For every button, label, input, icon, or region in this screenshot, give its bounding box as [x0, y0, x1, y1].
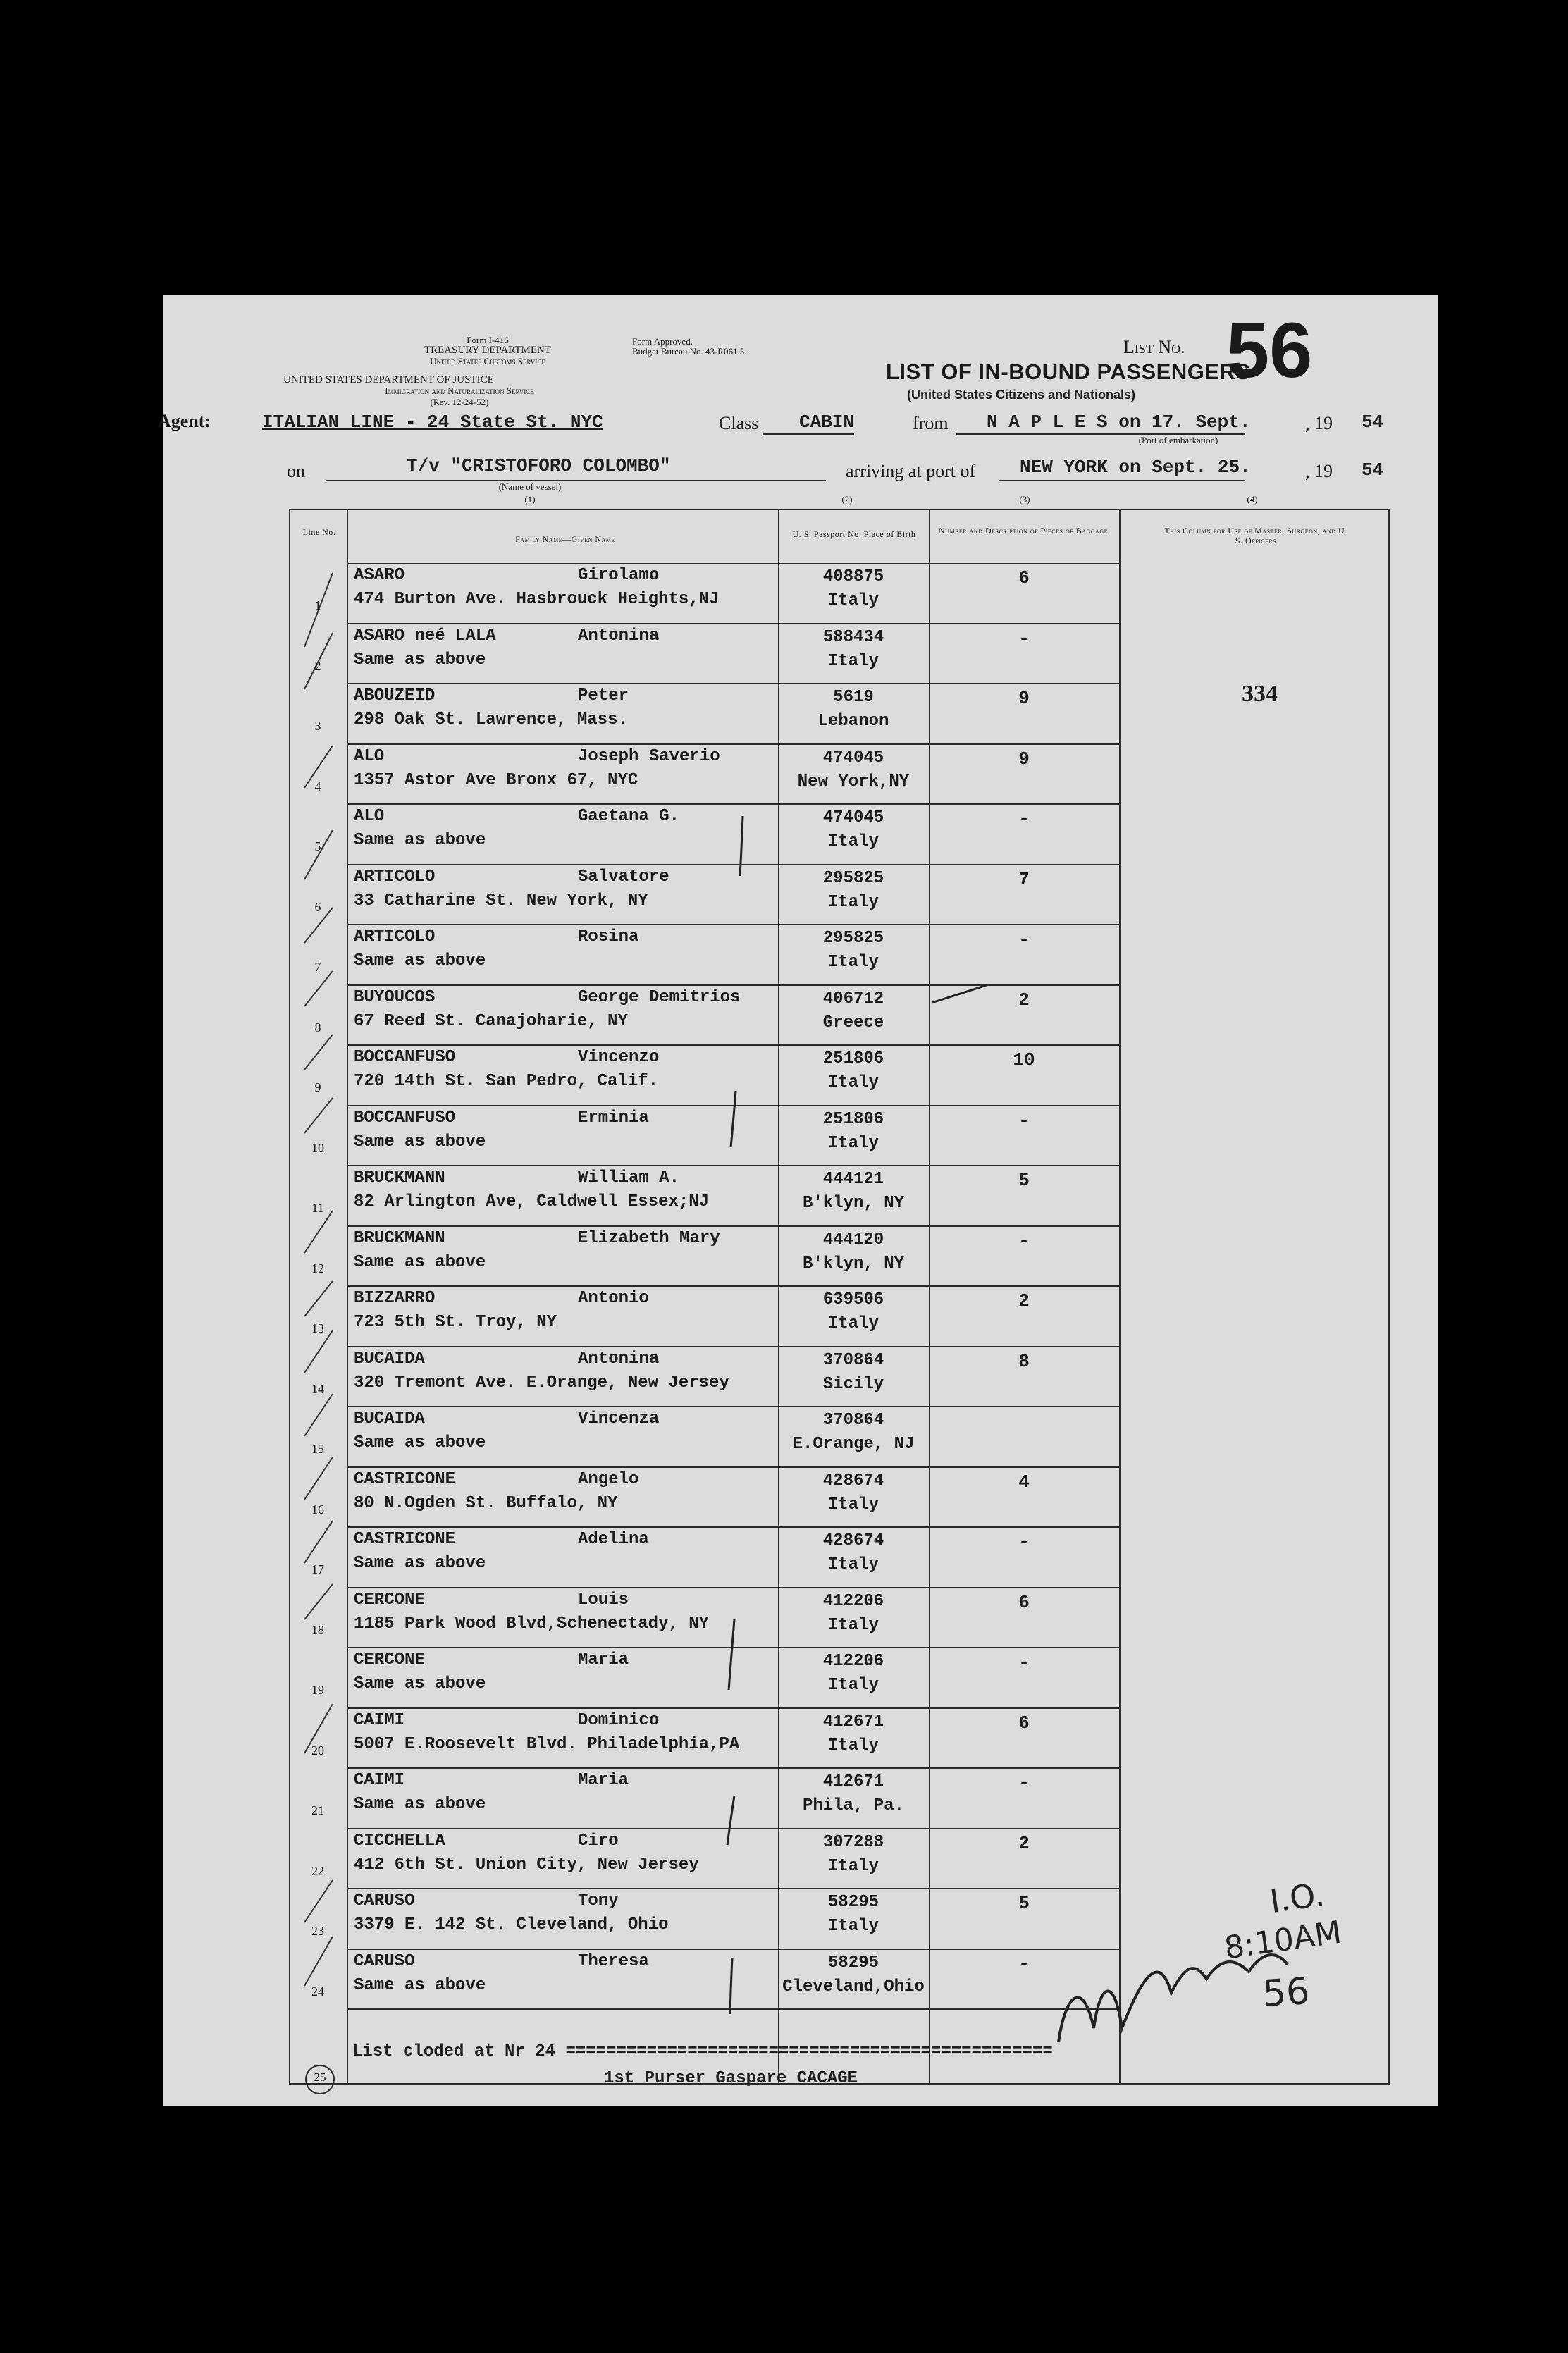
col-marker-4: (4): [1247, 494, 1258, 505]
customs-service: United States Customs Service: [430, 356, 545, 366]
line-number: 9: [314, 1080, 321, 1094]
given-name: Ciro: [578, 1831, 619, 1851]
passport-number: 295825: [822, 868, 884, 888]
place-of-birth: B'klyn, NY: [802, 1194, 905, 1213]
officer-count: 334: [1242, 681, 1278, 707]
given-name: Maria: [578, 1650, 629, 1669]
given-name: William A.: [578, 1168, 680, 1187]
place-of-birth: Lebanon: [817, 712, 889, 731]
line-number: 6: [314, 899, 321, 914]
passport-number: 474045: [822, 808, 884, 827]
table-row: [289, 1166, 1390, 1226]
table-row: [289, 1045, 1390, 1106]
passport-number: 251806: [822, 1109, 884, 1129]
address: Same as above: [354, 831, 486, 850]
baggage-count: -: [1018, 627, 1030, 649]
table-row: [289, 1648, 1390, 1708]
place-of-birth: Italy: [827, 1676, 879, 1695]
passport-number: 408875: [822, 567, 884, 586]
given-name: Vincenza: [578, 1409, 660, 1428]
family-name: ALO: [354, 807, 385, 826]
passport-number: 474045: [822, 748, 884, 767]
place-of-birth: Italy: [827, 651, 879, 671]
table-row: [289, 1768, 1390, 1829]
ins: Immigration and Naturalization Service: [385, 385, 534, 396]
family-name: CASTRICONE: [354, 1530, 456, 1549]
purser-signature: 1st Purser Gaspare CACAGE: [604, 2069, 858, 2088]
place-of-birth: New York,NY: [797, 772, 910, 791]
justice-dept: UNITED STATES DEPARTMENT OF JUSTICE: [283, 374, 494, 385]
baggage-count: 2: [1018, 989, 1030, 1011]
address: Same as above: [354, 1132, 486, 1151]
agent-label: Agent:: [158, 411, 211, 431]
passport-number: 639506: [822, 1290, 884, 1309]
place-of-birth: Italy: [827, 1314, 879, 1333]
address: 320 Tremont Ave. E.Orange, New Jersey: [354, 1373, 729, 1392]
line-number: 7: [314, 960, 321, 974]
line-number: 14: [311, 1381, 324, 1396]
line-number: 16: [311, 1502, 324, 1517]
passport-number: 370864: [822, 1350, 884, 1370]
place-of-birth: Italy: [827, 1736, 879, 1755]
place-of-birth: Greece: [822, 1013, 884, 1032]
family-name: ARTICOLO: [354, 867, 436, 887]
address: Same as above: [354, 1674, 486, 1693]
passport-number: 444121: [822, 1170, 884, 1189]
class-value: CABIN: [799, 412, 855, 433]
table-row: [289, 1829, 1390, 1889]
address: Same as above: [354, 951, 486, 970]
table-row: [289, 1588, 1390, 1648]
given-name: Angelo: [578, 1469, 639, 1489]
place-of-birth: Cleveland,Ohio: [782, 1977, 925, 1996]
baggage-count: 4: [1018, 1471, 1030, 1493]
address: 412 6th St. Union City, New Jersey: [354, 1855, 699, 1875]
place-of-birth: Sicily: [822, 1374, 884, 1394]
passport-number: 412206: [822, 1591, 884, 1611]
col-header-officers: This Column for Use of Master, Surgeon, and U. S. Officers: [1164, 526, 1347, 545]
given-name: Antonina: [578, 626, 660, 646]
baggage-count: 5: [1018, 1893, 1030, 1914]
table-row: [289, 985, 1390, 1046]
passport-number: 58295: [827, 1893, 879, 1912]
family-name: BOCCANFUSO: [354, 1048, 456, 1067]
passport-number: 251806: [822, 1049, 884, 1068]
row-rule: [347, 2008, 1119, 2010]
passport-number: 444120: [822, 1230, 884, 1249]
line-number: 24: [311, 1984, 324, 1999]
table-row: [289, 1226, 1390, 1287]
line-number: 21: [311, 1803, 324, 1817]
place-of-birth: Italy: [827, 892, 879, 912]
line-number: 8: [314, 1020, 321, 1035]
baggage-count: -: [1018, 1109, 1030, 1131]
baggage-count: 2: [1018, 1832, 1030, 1854]
place-of-birth: B'klyn, NY: [802, 1254, 905, 1273]
passport-number: 428674: [822, 1531, 884, 1550]
place-of-birth: Italy: [827, 1073, 879, 1092]
passport-number: 406712: [822, 989, 884, 1008]
family-name: BUCAIDA: [354, 1409, 425, 1428]
address: Same as above: [354, 1252, 486, 1272]
class-underline: [763, 433, 854, 435]
table-row: [289, 744, 1390, 805]
passport-number: 295825: [822, 929, 884, 948]
place-of-birth: Italy: [827, 1615, 879, 1635]
form-sheet: [158, 295, 1438, 2106]
year-1: 54: [1362, 412, 1384, 433]
baggage-count: 6: [1018, 1712, 1030, 1734]
table-row: [289, 1286, 1390, 1347]
given-name: Theresa: [578, 1951, 649, 1971]
passport-number: 412671: [822, 1772, 884, 1791]
family-name: CARUSO: [354, 1891, 415, 1910]
col-header-passport: U. S. Passport No. Place of Birth: [792, 529, 916, 539]
inspector-list-no: 56: [1261, 1970, 1311, 2016]
list-closed-note: List cloded at Nr 24 ================================================: [352, 2042, 1053, 2061]
given-name: Maria: [578, 1771, 629, 1790]
line-number: 1: [314, 598, 321, 612]
given-name: Antonio: [578, 1289, 649, 1308]
line-25-number: 25: [314, 2070, 326, 2084]
table-row: [289, 804, 1390, 865]
baggage-count: -: [1018, 1531, 1030, 1552]
vessel-underline: [326, 480, 826, 481]
arriving-value: NEW YORK on Sept. 25.: [1020, 457, 1251, 478]
given-name: Gaetana G.: [578, 807, 680, 826]
place-of-birth: Phila, Pa.: [802, 1796, 905, 1815]
passport-number: 58295: [827, 1953, 879, 1972]
family-name: BUCAIDA: [354, 1349, 425, 1369]
family-name: CICCHELLA: [354, 1831, 445, 1851]
passport-number: 412671: [822, 1712, 884, 1731]
from-label: from: [913, 413, 949, 433]
class-label: Class: [719, 413, 759, 433]
line-number: 20: [311, 1743, 324, 1758]
table-row: [289, 563, 1390, 624]
address: 298 Oak St. Lawrence, Mass.: [354, 710, 628, 729]
place-of-birth: Italy: [827, 1555, 879, 1574]
address: 723 5th St. Troy, NY: [354, 1313, 557, 1332]
address: Same as above: [354, 1554, 486, 1573]
family-name: ASARO: [354, 566, 405, 585]
line-number: 15: [311, 1442, 324, 1456]
line-number: 2: [314, 658, 321, 673]
given-name: Tony: [578, 1891, 619, 1910]
given-name: Antonina: [578, 1349, 660, 1369]
address: 1185 Park Wood Blvd,Schenectady, NY: [354, 1614, 710, 1633]
family-name: ASARO neé LALA: [354, 626, 496, 646]
baggage-count: 8: [1018, 1350, 1030, 1372]
table-row: [289, 1106, 1390, 1166]
baggage-count: -: [1018, 1230, 1030, 1252]
table-row: [289, 1527, 1390, 1588]
family-name: CASTRICONE: [354, 1469, 456, 1489]
family-name: CERCONE: [354, 1650, 425, 1669]
table-row: [289, 684, 1390, 744]
given-name: Rosina: [578, 927, 639, 946]
address: Same as above: [354, 1795, 486, 1814]
passport-number: 307288: [822, 1832, 884, 1852]
line-number: 5: [314, 839, 321, 853]
given-name: Elizabeth Mary: [578, 1228, 720, 1248]
line-number: 4: [314, 779, 321, 793]
family-name: BOCCANFUSO: [354, 1108, 456, 1128]
family-name: ABOUZEID: [354, 686, 436, 705]
family-name: CERCONE: [354, 1590, 425, 1610]
family-name: ALO: [354, 746, 385, 766]
given-name: Girolamo: [578, 566, 660, 585]
baggage-count: 5: [1018, 1170, 1030, 1191]
given-name: Salvatore: [578, 867, 669, 887]
vessel-value: T/v "CRISTOFORO COLOMBO": [407, 455, 671, 476]
address: 3379 E. 142 St. Cleveland, Ohio: [354, 1915, 669, 1934]
form-title: LIST OF IN-BOUND PASSENGERS: [886, 359, 1251, 384]
form-subtitle: (United States Citizens and Nationals): [907, 388, 1136, 402]
year-prefix-1: , 19: [1305, 413, 1333, 433]
given-name: Erminia: [578, 1108, 649, 1128]
form-number: Form I-416: [467, 335, 509, 345]
treasury-dept: TREASURY DEPARTMENT: [424, 345, 552, 356]
from-value: N A P L E S on 17. Sept.: [987, 412, 1251, 433]
passport-number: 370864: [822, 1411, 884, 1430]
col-marker-1: (1): [524, 494, 536, 505]
table-row: [289, 1347, 1390, 1407]
given-name: Louis: [578, 1590, 629, 1610]
passport-number: 5619: [833, 688, 874, 707]
col-header-line-no: Line No.: [302, 527, 336, 537]
address: 82 Arlington Ave, Caldwell Essex;NJ: [354, 1192, 710, 1211]
list-number: 56: [1226, 307, 1313, 394]
col-marker-3: (3): [1019, 494, 1030, 505]
baggage-count: -: [1018, 929, 1030, 950]
table-row: [289, 624, 1390, 684]
place-of-birth: Italy: [827, 1917, 879, 1936]
arriving-label: arriving at port of: [846, 461, 976, 481]
form-revision: (Rev. 12-24-52): [430, 397, 489, 407]
year-2: 54: [1362, 459, 1384, 481]
table-row: [289, 1407, 1390, 1467]
baggage-count: -: [1018, 1772, 1030, 1793]
baggage-count: 6: [1018, 567, 1030, 588]
place-of-birth: E.Orange, NJ: [792, 1435, 915, 1454]
col-marker-2: (2): [841, 494, 853, 505]
family-name: ARTICOLO: [354, 927, 436, 946]
line-number: 18: [311, 1622, 324, 1637]
place-of-birth: Italy: [827, 1133, 879, 1153]
place-of-birth: Italy: [827, 591, 879, 610]
table-row: [289, 925, 1390, 985]
col-header-baggage: Number and Description of Pieces of Baggage: [939, 526, 1108, 536]
family-name: CAIMI: [354, 1771, 405, 1790]
baggage-count: 9: [1018, 688, 1030, 709]
given-name: Adelina: [578, 1530, 649, 1549]
baggage-count: 7: [1018, 868, 1030, 890]
vessel-caption: (Name of vessel): [498, 481, 562, 492]
address: 720 14th St. San Pedro, Calif.: [354, 1072, 659, 1091]
port-embarkation-caption: (Port of embarkation): [1138, 435, 1218, 445]
address: Same as above: [354, 650, 486, 669]
budget-bureau: Budget Bureau No. 43-R061.5.: [632, 346, 747, 357]
given-name: Joseph Saverio: [578, 746, 720, 766]
line-number: 22: [311, 1863, 324, 1878]
baggage-count: 9: [1018, 748, 1030, 770]
list-no-label: List No.: [1123, 337, 1185, 357]
family-name: BUYOUCOS: [354, 987, 436, 1007]
place-of-birth: Italy: [827, 1495, 879, 1514]
on-label: on: [287, 461, 305, 481]
line-number: 10: [311, 1140, 324, 1155]
place-of-birth: Italy: [827, 953, 879, 972]
address: 1357 Astor Ave Bronx 67, NYC: [354, 770, 638, 790]
baggage-count: -: [1018, 1953, 1030, 1975]
line-number: 13: [311, 1321, 324, 1335]
agent-value: ITALIAN LINE - 24 State St. NYC: [262, 412, 603, 433]
given-name: Dominico: [578, 1710, 660, 1730]
passport-number: 588434: [822, 627, 884, 647]
line-number: 11: [311, 1201, 324, 1215]
line-number: 19: [311, 1683, 324, 1697]
family-name: BRUCKMANN: [354, 1228, 445, 1248]
table-row: [289, 865, 1390, 925]
inspector-io: I.O.: [1267, 1875, 1327, 1921]
place-of-birth: Italy: [827, 832, 879, 851]
year-prefix-2: , 19: [1305, 461, 1333, 481]
address: Same as above: [354, 1433, 486, 1452]
col-header-name: Family Name—Given Name: [515, 534, 615, 544]
baggage-count: -: [1018, 1652, 1030, 1673]
family-name: BIZZARRO: [354, 1289, 436, 1308]
baggage-count: -: [1018, 808, 1030, 829]
line-number: 23: [311, 1924, 324, 1938]
form-approved: Form Approved.: [632, 336, 693, 347]
baggage-count: 10: [1013, 1049, 1035, 1070]
address: 67 Reed St. Canajoharie, NY: [354, 1011, 628, 1031]
address: 5007 E.Roosevelt Blvd. Philadelphia,PA: [354, 1734, 740, 1754]
line-number: 3: [314, 719, 321, 733]
family-name: CAIMI: [354, 1710, 405, 1730]
family-name: CARUSO: [354, 1951, 415, 1971]
place-of-birth: Italy: [827, 1856, 879, 1876]
baggage-count: 6: [1018, 1591, 1030, 1613]
inspector-time: 8:10AM: [1222, 1914, 1344, 1967]
passport-number: 412206: [822, 1652, 884, 1671]
line-number: 12: [311, 1261, 324, 1276]
table-row: [289, 1708, 1390, 1769]
arriving-underline: [999, 480, 1245, 481]
address: 33 Catharine St. New York, NY: [354, 891, 648, 910]
address: 80 N.Ogden St. Buffalo, NY: [354, 1493, 618, 1513]
given-name: Peter: [578, 686, 629, 705]
given-name: Vincenzo: [578, 1048, 660, 1067]
passport-number: 428674: [822, 1471, 884, 1490]
given-name: George Demitrios: [578, 987, 741, 1007]
family-name: BRUCKMANN: [354, 1168, 445, 1187]
line-number: 17: [311, 1562, 324, 1576]
address: Same as above: [354, 1975, 486, 1995]
table-row: [289, 1467, 1390, 1528]
address: 474 Burton Ave. Hasbrouck Heights,NJ: [354, 590, 720, 609]
baggage-count: 2: [1018, 1290, 1030, 1311]
